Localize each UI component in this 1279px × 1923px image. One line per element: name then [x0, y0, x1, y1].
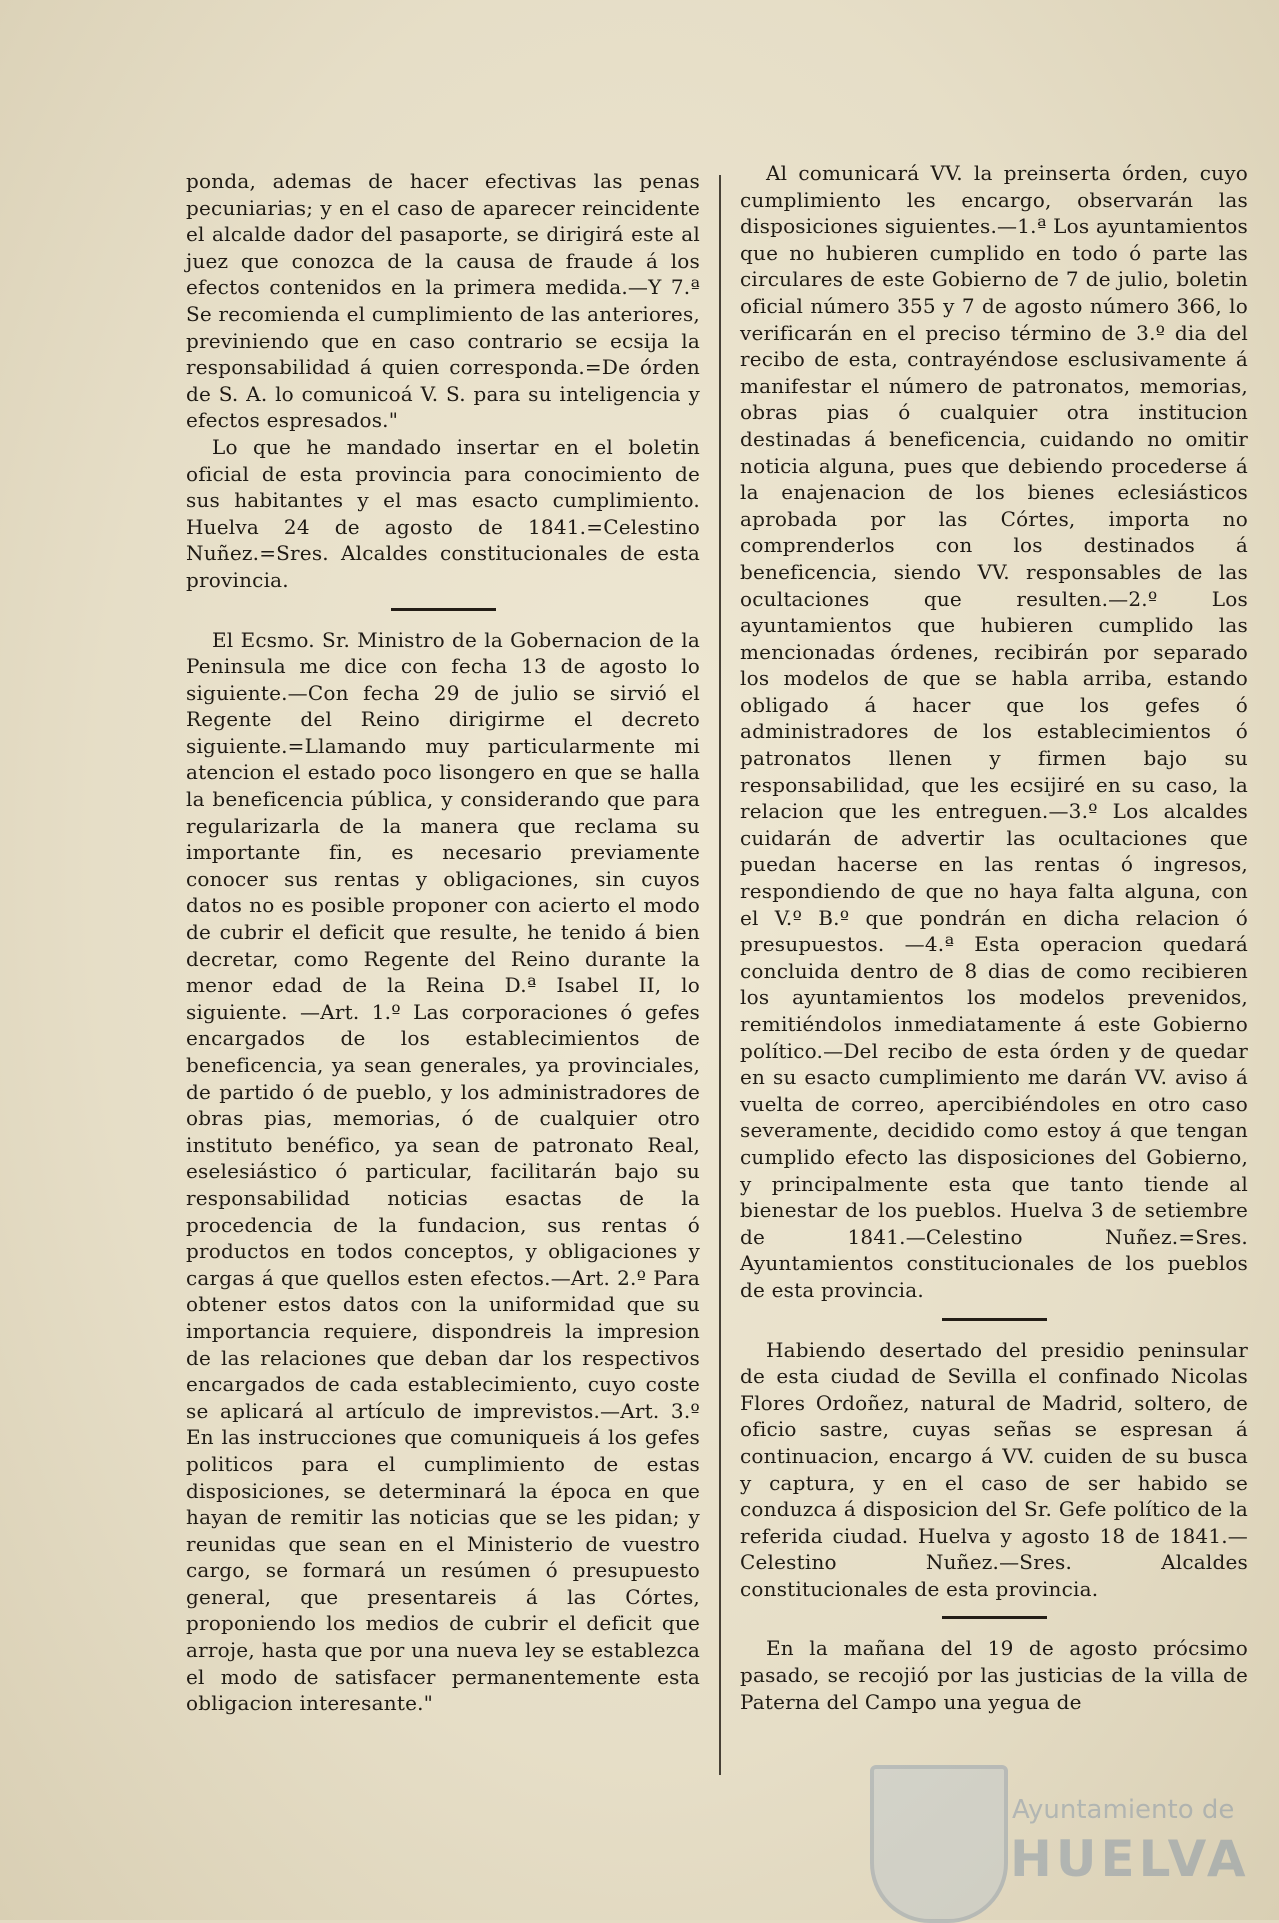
section-divider	[391, 608, 496, 611]
paragraph: Lo que he mandado insertar en el boletin oficial de esta provincia para conocimiento de sus habitantes y el mas esacto cumplimiento. Huelva 24 de agosto de 1841.=Celestino Nuñez.=Sres. Alcaldes constitucionales de esta provincia.	[186, 434, 700, 592]
column-divider	[719, 175, 721, 1775]
coat-of-arms-icon	[870, 1765, 1008, 1923]
paragraph: Al comunicará VV. la preinserta órden, cuyo cumplimiento les encargo, observarán las disposiciones siguientes.—1.ª Los ayuntamientos que no hubieren cumplido en todo ó parte las circulares de este Gobierno de 7 de julio, boletin oficial número 355 y 7 de agosto número 366, lo verificarán en el preciso término de 3.º dia del recibo de esta, contrayéndose esclusivamente á manifestar el número de patronatos, memorias, obras pias ó cualquier otra institucion destinadas á beneficencia, cuidando no omitir noticia alguna, pues que debiendo procederse á la enajenacion de los bienes eclesiásticos aprobada por las Córtes, importa no comprenderlos con los destinados á beneficencia, siendo VV. responsables de las ocultaciones que resulten.—2.º Los ayuntamientos que hubieren cumplido las mencionadas órdenes, recibirán por separado los modelos de que se habla arriba, estando obligado á hacer que los gefes ó administradores de los establecimientos ó patronatos llenen y firmen bajo su responsabilidad, que les ecsijiré en su caso, la relacion que les entreguen.—3.º Los alcaldes cuidarán de advertir las ocultaciones que puedan hacerse en las rentas ó ingresos, respondiendo de que no haya falta alguna, con el V.º B.º que pondrán en dicha relacion ó presupuestos. —4.ª Esta operacion quedará concluida dentro de 8 dias de como recibieren los ayuntamientos los modelos prevenidos, remitiéndolos inmediatamente á este Gobierno político.—Del recibo de esta órden y de quedar en su esacto cumplimiento me darán VV. aviso á vuelta de correo, apercibiéndoles en otro caso severamente, decidido como estoy á que tengan cumplido efecto las disposiciones del Gobierno, y principalmente esta que tanto tiende al bienestar de los pueblos. Huelva 3 de setiembre de 1841.—Celestino Nuñez.=Sres. Ayuntamientos constitucionales de los pueblos de esta provincia.	[740, 161, 1248, 1302]
paragraph: El Ecsmo. Sr. Ministro de la Gobernacion de la Peninsula me dice con fecha 13 de agosto lo siguiente.—Con fecha 29 de julio se sirvió el Regente del Reino dirigirme el decreto siguiente.=Llamando muy particularmente mi atencion el estado poco lisongero en que se halla la beneficencia pública, y considerando que para regularizarla de la manera que reclama su importante fin, es necesario previamente conocer sus rentas y obligaciones, sin cuyos datos no es posible proponer con acierto el modo de cubrir el deficit que resulte, he tenido á bien decretar, como Regente del Reino durante la menor edad de la Reina D.ª Isabel II, lo siguiente. —Art. 1.º Las corporaciones ó gefes encargados de los establecimientos de beneficencia, ya sean generales, ya provinciales, de partido ó de pueblo, y los administradores de obras pias, memorias, ó de cualquier otro instituto benéfico, ya sean de patronato Real, eselesiástico ó particular, facilitarán bajo su responsabilidad noticias esactas de la procedencia de la fundacion, sus rentas ó productos en todos conceptos, y obligaciones y cargas á que quellos esten efectos.—Art. 2.º Para obtener estos datos con la uniformidad que su importancia requiere, dispondreis la impresion de las relaciones que deban dar los respectivos encargados de cada establecimiento, cuyo coste se aplicará al artículo de imprevistos.—Art. 3.º En las instrucciones que comuniqueis á los gefes politicos para el cumplimiento de estas disposiciones, se determinará la época en que hayan de remitir las noticias que se les pidan; y reunidas que sean en el Ministerio de vuestro cargo, se formará un resúmen ó presupuesto general, que presentareis á las Córtes, proponiendo los medios de cubrir el deficit que arroje, hasta que por una nueva ley se establezca el modo de satisfacer permanentemente esta obligacion interesante."	[186, 627, 700, 1716]
right-column	[740, 160, 1248, 1715]
section-divider	[942, 1616, 1047, 1619]
section-divider	[942, 1318, 1047, 1321]
paragraph: Habiendo desertado del presidio peninsular de esta ciudad de Sevilla el confinado Nicolas Flores Ordoñez, natural de Madrid, soltero, de oficio sastre, cuyas señas se espresan á continuacion, encargo á VV. cuiden de su busca y captura, y en el caso de ser habido se conduzca á disposicion del Sr. Gefe político de la referida ciudad. Huelva y agosto 18 de 1841.—Celestino Nuñez.—Sres. Alcaldes constitucionales de esta provincia.	[740, 1337, 1248, 1601]
watermark-line2: HUELVA	[1010, 1830, 1250, 1888]
left-column	[186, 168, 700, 1717]
watermark-line1: Ayuntamiento de	[1012, 1795, 1235, 1825]
paragraph: En la mañana del 19 de agosto prócsimo pasado, se recojió por las justicias de la villa de Paterna del Campo una yegua de	[740, 1636, 1248, 1714]
watermark	[870, 1765, 1250, 1915]
paragraph: ponda, ademas de hacer efectivas las penas pecuniarias; y en el caso de aparecer reincidente el alcalde dador del pasaporte, se dirigirá este al juez que conozca de la causa de fraude á los efectos contenidos en la primera medida.—Y 7.ª Se recomienda el cumplimiento de las anteriores, previniendo que en caso contrario se ecsija la responsabilidad á quien corresponda.=De órden de S. A. lo comunicoá V. S. para su inteligencia y efectos espresados."	[186, 169, 700, 433]
